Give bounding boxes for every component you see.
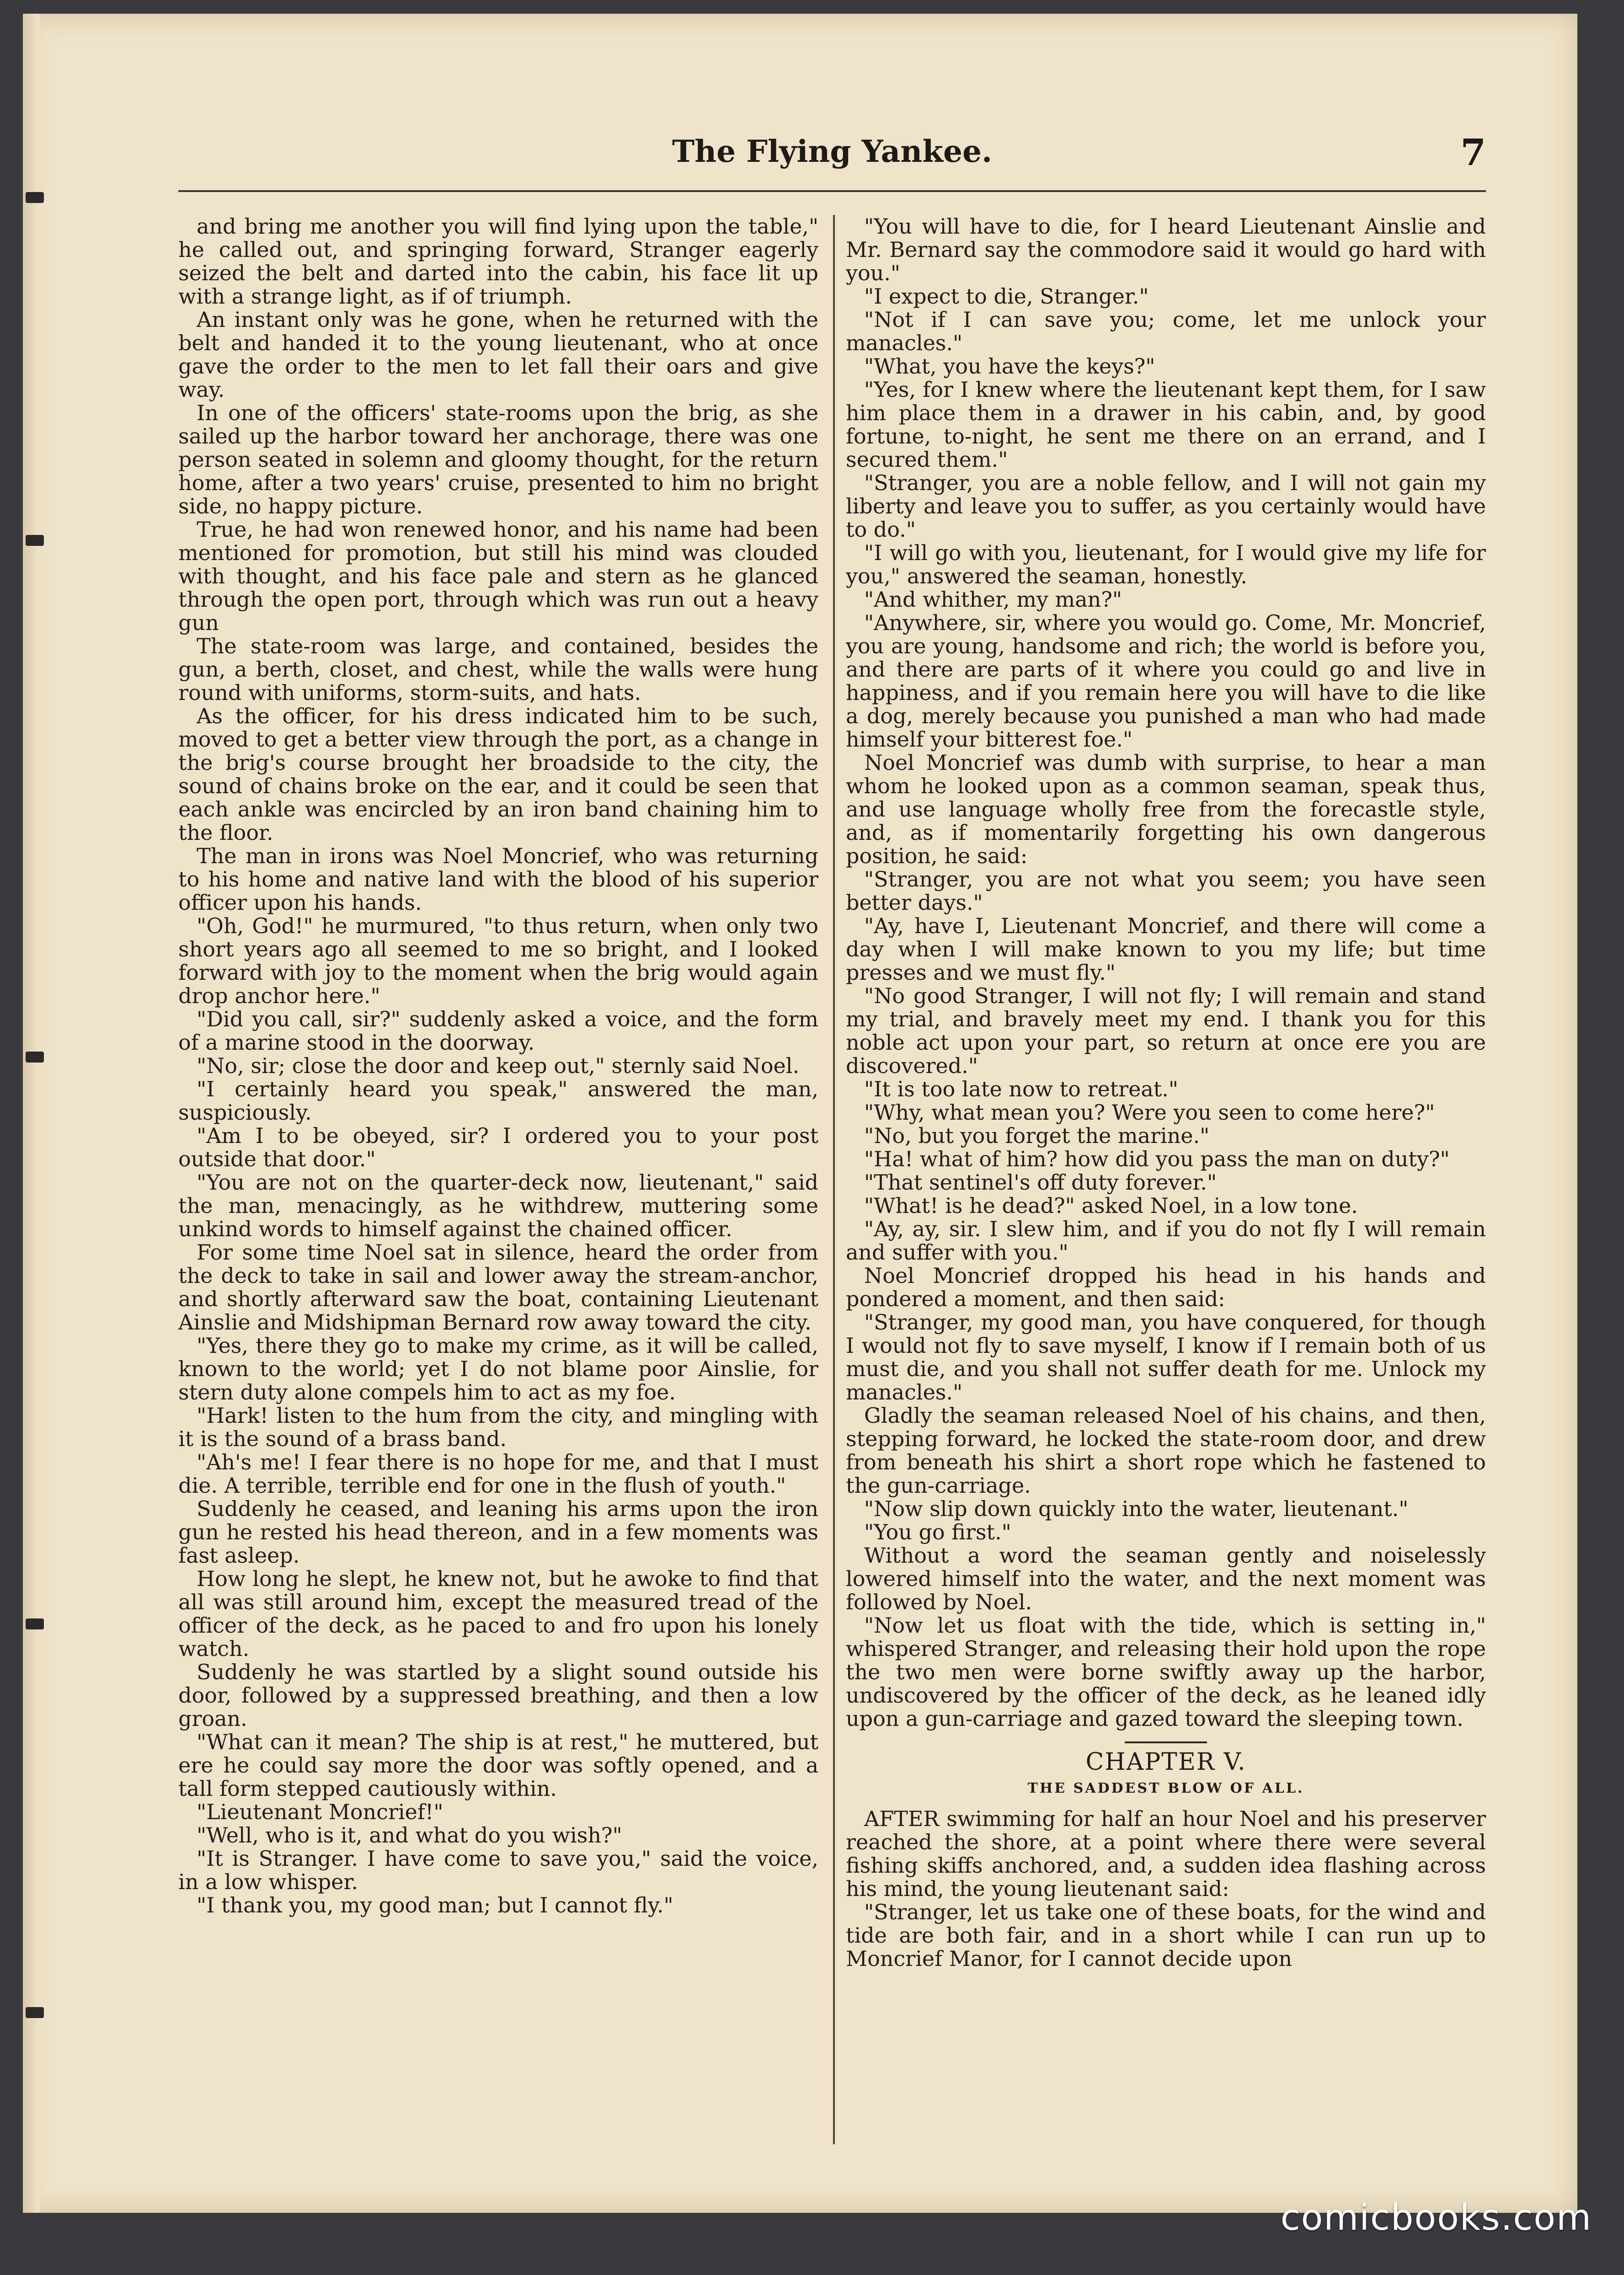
page-spine (23, 14, 39, 2213)
paragraph: "You go first." (864, 1520, 1011, 1544)
staple-mark (26, 1052, 44, 1063)
paragraph: AFTER swimming for half an hour Noel and his preserver reached the shore, at a point where there were several fishing skiffs anchored, and, a sudden idea flashing across his mind, the young lieutenant said: (846, 1806, 1486, 1901)
column-divider (833, 215, 835, 2144)
paragraph: "Now let us float with the tide, which is setting in," whispered Stranger, and releasing their hold upon the rope the two men were borne swiftly away up the harbor, undiscovered by the officer of the deck, as he leaned idly upon a gun-carriage and gazed toward the sleeping town. (846, 1613, 1486, 1731)
running-title: The Flying Yankee. (672, 134, 992, 169)
paragraph: "You are not on the quarter-deck now, lieutenant," said the man, menacingly, as he withdrew, muttering some unkind words to himself against the chained officer. (178, 1170, 818, 1241)
paragraph: "Not if I can save you; come, let me unlock your manacles." (846, 307, 1486, 355)
page-header (178, 131, 1486, 184)
paragraph: "Now slip down quickly into the water, lieutenant." (864, 1496, 1409, 1521)
paragraph: "No, sir; close the door and keep out," sternly said Noel. (197, 1053, 800, 1078)
paragraph: "Ah's me! I fear there is no hope for me, and that I must die. A terrible, terrible end for one in the flush of youth." (178, 1450, 818, 1498)
paragraph: In one of the officers' state-rooms upon the brig, as she sailed up the harbor toward her anchorage, there was one person seated in solemn and gloomy thought, for the return home, after a two years' cruise, presented to him no bright side, no happy picture. (178, 401, 818, 518)
paragraph: True, he had won renewed honor, and his name had been mentioned for promotion, but still his mind was clouded with thought, and his face pale and stern as he glanced through the open port, through which was run out a heavy gun (178, 517, 818, 635)
left-column (178, 215, 818, 2144)
paragraph: "Stranger, my good man, you have conquered, for though I would not fly to save myself, I know if I remain both of us must die, and you shall not suffer death for me. Unlock my manacles." (846, 1310, 1486, 1405)
paragraph: The man in irons was Noel Moncrief, who was returning to his home and native land with the blood of his superior officer upon his hands. (178, 844, 818, 915)
paragraph: "It is Stranger. I have come to save you," said the voice, in a low whisper. (178, 1846, 818, 1894)
chapter-title: CHAPTER V. (1085, 1748, 1246, 1776)
paragraph: "Stranger, you are a noble fellow, and I will not gain my liberty and leave you to suffer, as you certainly would have to do." (846, 470, 1486, 542)
paragraph: How long he slept, he knew not, but he awoke to find that all was still around him, except the measured tread of the officer of the deck, as he paced to and fro upon his lonely watch. (178, 1566, 818, 1661)
paragraph: The state-room was large, and contained, besides the gun, a berth, closet, and chest, while the walls were hung round with uniforms, storm-suits, and hats. (178, 634, 818, 705)
paragraph: An instant only was he gone, when he returned with the belt and handed it to the young lieutenant, who at once gave the order to the men to let fall their oars and give way. (178, 307, 818, 402)
chapter-text (846, 1807, 1486, 1971)
staple-mark (26, 2007, 44, 2018)
paragraph: "Ha! what of him? how did you pass the man on duty?" (864, 1147, 1450, 1171)
paragraph: "Oh, God!" he murmured, "to thus return, when only two short years ago all seemed to me so bright, and I looked forward with joy to the moment when the brig would again drop anchor here." (178, 913, 818, 1008)
paragraph: Suddenly he was startled by a slight sound outside his door, followed by a suppressed breathing, and then a low groan. (178, 1660, 818, 1731)
paragraph: and bring me another you will find lying upon the table," he called out, and springing forward, Stranger eagerly seized the belt and darted into the cabin, his face lit up with a strange light, as if of triumph. (178, 215, 818, 309)
paragraph: "I certainly heard you speak," answered the man, suspiciously. (178, 1077, 818, 1125)
paragraph: "Am I to be obeyed, sir? I ordered you to your post outside that door." (178, 1123, 818, 1171)
paragraph: "What, you have the keys?" (864, 354, 1155, 379)
right-column-text (846, 215, 1486, 1730)
staple-mark (26, 535, 44, 546)
paragraph: "Anywhere, sir, where you would go. Come, Mr. Moncrief, you are young, handsome and rich; the world is before you, and there are parts of it where you could go and live in happiness, and if you remain here you will have to die like a dog, merely because you punished a man who had made himself your bitterest foe." (846, 610, 1486, 752)
paragraph: Noel Moncrief dropped his head in his hands and pondered a moment, and then said: (846, 1263, 1486, 1311)
paragraph: Suddenly he ceased, and leaning his arms upon the iron gun he rested his head thereon, and in a few moments was fast asleep. (178, 1496, 818, 1568)
paragraph: "What! is he dead?" asked Noel, in a low tone. (864, 1193, 1358, 1218)
paragraph: "And whither, my man?" (864, 587, 1122, 612)
paragraph: "No, but you forget the marine." (864, 1123, 1210, 1148)
paragraph: "Stranger, you are not what you seem; you have seen better days." (846, 867, 1486, 915)
paragraph: "Hark! listen to the hum from the city, and mingling with it is the sound of a brass band. (178, 1403, 818, 1451)
paragraph: "Well, who is it, and what do you wish?" (197, 1823, 622, 1848)
paragraph: "No good Stranger, I will not fly; I will remain and stand my trial, and bravely meet my end. I thank you for this noble act upon your part, so return at once ere you are discovered." (846, 983, 1486, 1078)
paragraph: "Yes, there they go to make my crime, as it will be called, known to the world; yet I do not blame poor Ainslie, for stern duty alone compels him to act as my foe. (178, 1333, 818, 1405)
paragraph: "Why, what mean you? Were you seen to come here?" (864, 1100, 1435, 1125)
chapter-rule (1125, 1741, 1207, 1743)
paragraph: For some time Noel sat in silence, heard the order from the deck to take in sail and lower away the stream-anchor, and shortly afterward saw the boat, containing Lieutenant Ainslie and Midshipman Bernard row away toward the city. (178, 1240, 818, 1335)
paragraph: "I thank you, my good man; but I cannot fly." (197, 1893, 673, 1917)
paragraph: Noel Moncrief was dumb with surprise, to hear a man whom he looked upon as a common seaman, speak thus, and use language wholly free from the forecastle style, and, as if momentarily forgetting his own dangerous position, he said: (846, 750, 1486, 868)
staple-mark (26, 1618, 44, 1629)
paragraph: "Yes, for I knew where the lieutenant kept them, for I saw him place them in a drawer in his cabin, and, by good fortune, to-night, he sent me there on an errand, and I secured them." (846, 377, 1486, 472)
paragraph: "Ay, have I, Lieutenant Moncrief, and there will come a day when I will make known to you my life; but time presses and we must fly." (846, 913, 1486, 985)
header-rule (178, 190, 1486, 192)
chapter-subtitle: THE SADDEST BLOW OF ALL. (1027, 1780, 1304, 1796)
paragraph: Gladly the seaman released Noel of his chains, and then, stepping forward, he locked the state-room door, and drew from beneath his shirt a short rope which he fastened to the gun-carriage. (846, 1403, 1486, 1498)
right-column (846, 215, 1486, 2144)
paragraph: "You will have to die, for I heard Lieutenant Ainslie and Mr. Bernard say the commodore said it would go hard with you." (846, 215, 1486, 285)
paragraph: "I expect to die, Stranger." (864, 284, 1149, 309)
paragraph: "That sentinel's off duty forever." (864, 1170, 1217, 1195)
paragraph: Without a word the seaman gently and noiselessly lowered himself into the water, and the next moment was followed by Noel. (846, 1543, 1486, 1614)
page-number: 7 (1460, 131, 1486, 174)
paragraph: "I will go with you, lieutenant, for I would give my life for you," answered the seaman, honestly. (846, 540, 1486, 588)
paragraph: "Did you call, sir?" suddenly asked a voice, and the form of a marine stood in the doorway. (178, 1007, 818, 1055)
paragraph: "It is too late now to retreat." (864, 1077, 1179, 1101)
paragraph: "Lieutenant Moncrief!" (197, 1800, 443, 1824)
staple-mark (26, 192, 44, 203)
paragraph: As the officer, for his dress indicated him to be such, moved to get a better view through the port, as a change in the brig's course brought her broadside to the city, the sound of chains broke on the ear, and it could be seen that each ankle was encircled by an iron band chaining him to the floor. (178, 704, 818, 845)
paragraph: "Ay, ay, sir. I slew him, and if you do not fly I will remain and suffer with you." (846, 1217, 1486, 1265)
paragraph: "Stranger, let us take one of these boats, for the wind and tide are both fair, and in a short while I can run up to Moncrief Manor, for I cannot decide upon (846, 1900, 1486, 1971)
site-watermark: comicbooks.com (1280, 2197, 1592, 2238)
magazine-page (23, 14, 1577, 2213)
paragraph: "What can it mean? The ship is at rest," he muttered, but ere he could say more the door was softly opened, and a tall form stepped cautiously within. (178, 1730, 818, 1801)
